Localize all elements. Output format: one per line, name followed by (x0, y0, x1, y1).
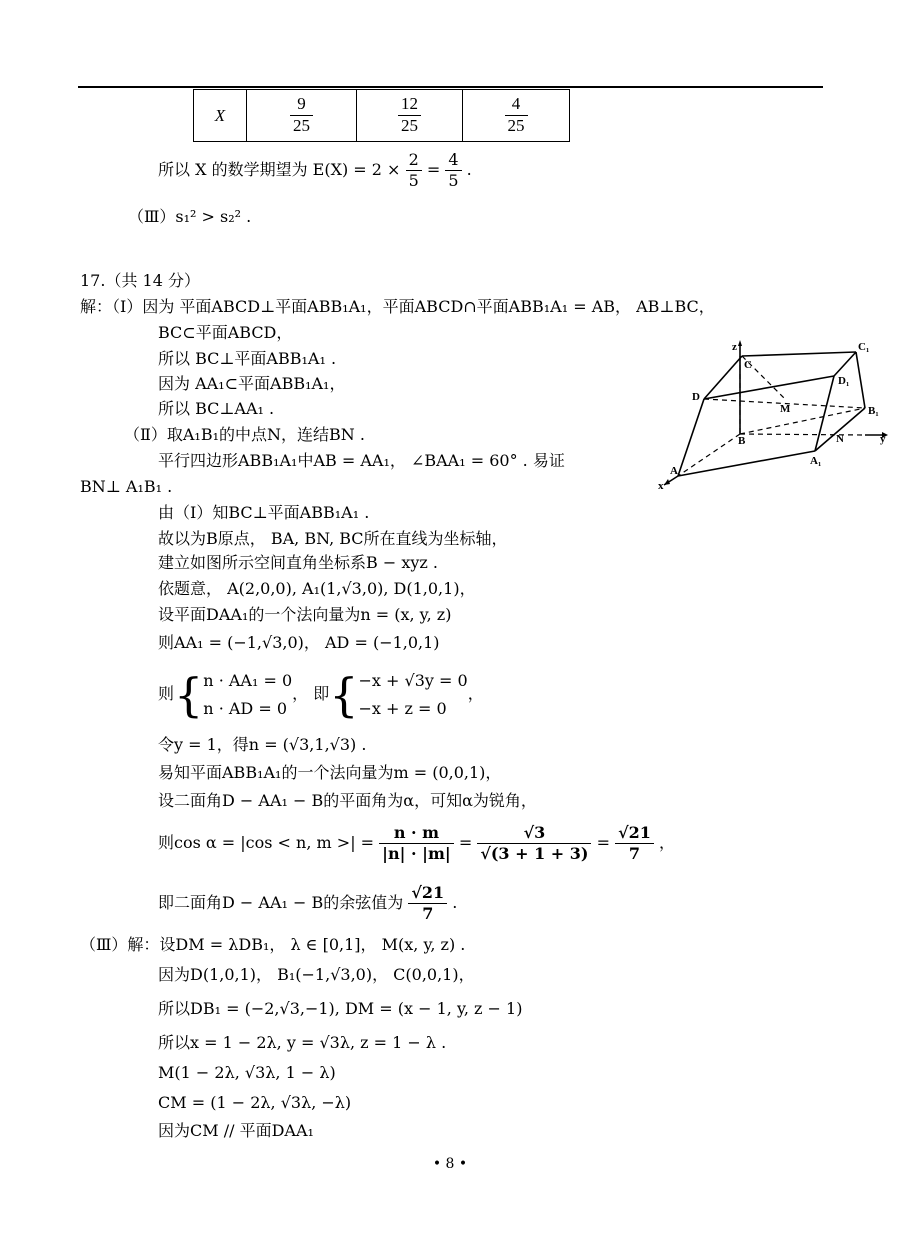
cosine-formula: 则cos α = |cos < n, m >| = $\frac{n \cdot m}{|n| \cdot |m|}$ = $\frac{√3}{√(3 + 1 + 3)}$ = $\frac{√21}{7}$ ， (158, 823, 675, 863)
q17-line: 所以 BC⊥平面ABB₁A₁ . (158, 349, 337, 368)
table-cell: $\frac{12}{25}$ (357, 90, 463, 142)
label-x: x (658, 480, 664, 492)
q17-line: 故以为B原点， BA, BN, BC所在直线为坐标轴， (158, 529, 508, 548)
x-arrow (664, 479, 670, 485)
equation-system: 则{ n · AA₁ = 0 n · AD = 0 ， 即{ −x + √3y = 0 −x + z = 0 ， (158, 667, 484, 722)
label-M: M (780, 403, 791, 415)
q17-line: （Ⅲ）解：设DM = λDB₁， λ ∈ [0,1]， M(x, y, z) . (80, 935, 466, 954)
q17-line: 设二面角D − AA₁ − B的平面角为α，可知α为锐角， (158, 791, 537, 810)
label-A1: A₁ (810, 455, 822, 467)
label-z: z (732, 341, 737, 353)
label-D1: D₁ (838, 375, 850, 387)
edge-D1C1 (834, 352, 856, 376)
q17-line: 解：（Ⅰ）因为 平面ABCD⊥平面ABB₁A₁，平面ABCD∩平面ABB₁A₁ = AB， AB⊥BC， (80, 297, 715, 316)
q17-line: 因为D(1,0,1)， B₁(−1,√3,0)， C(0,0,1)， (158, 965, 475, 984)
q17-line: 所以 BC⊥AA₁ . (158, 399, 275, 418)
label-A: A (670, 465, 678, 477)
q17-line: BC⊂平面ABCD， (158, 323, 293, 342)
q17-line: 因为CM // 平面DAA₁ (158, 1121, 314, 1140)
table-label: X (194, 90, 247, 142)
header-rule (78, 86, 823, 88)
q17-line: 则AA₁ = (−1,√3,0)， AD = (−1,0,1) (158, 633, 440, 652)
q17-line: M(1 − 2λ, √3λ, 1 − λ) (158, 1063, 336, 1082)
label-D: D (692, 391, 700, 403)
table-cell: $\frac{4}{25}$ (463, 90, 570, 142)
q17-line: 令y = 1，得n = (√3,1,√3) . (158, 735, 367, 754)
q17-line: 依题意， A(2,0,0), A₁(1,√3,0), D(1,0,1)， (158, 579, 476, 598)
q17-line: 因为 AA₁⊂平面ABB₁A₁， (158, 374, 346, 393)
q17-line: 平行四边形ABB₁A₁中AB = AA₁， ∠BAA₁ = 60° . 易证 (158, 451, 565, 470)
page-number: • 8 • (432, 1156, 468, 1172)
q17-line: 所以x = 1 − 2λ, y = √3λ, z = 1 − λ . (158, 1033, 447, 1052)
label-C1: C₁ (858, 341, 870, 353)
q17-line: （Ⅱ）取A₁B₁的中点N，连结BN . (124, 425, 365, 444)
q17-line: 易知平面ABB₁A₁的一个法向量为m = (0,0,1)， (158, 763, 502, 782)
edge-DD1 (704, 376, 834, 399)
edge-DA (678, 399, 704, 476)
part3-previous: （Ⅲ）s₁² > s₂² . (128, 207, 252, 226)
q17-line: BN⊥ A₁B₁ . (80, 477, 173, 496)
expectation-line: 所以 X 的数学期望为 E(X) = 2 × $\frac{2}{5}$ = $\frac{4}{5}$ . (158, 150, 472, 190)
label-B1: B₁ (868, 405, 879, 417)
edge-CC1 (742, 352, 856, 356)
q17-line: CM = (1 − 2λ, √3λ, −λ) (158, 1093, 352, 1112)
edge-AA1 (678, 451, 815, 476)
q17-line: 设平面DAA₁的一个法向量为n = (x, y, z) (158, 605, 452, 624)
label-C: C (744, 359, 752, 371)
hidden-BB1 (740, 408, 865, 434)
prism-figure (652, 338, 892, 498)
q17-line: 由（Ⅰ）知BC⊥平面ABB₁A₁ . (158, 503, 370, 522)
q17-header: 17.（共 14 分） (80, 271, 200, 290)
distribution-table (193, 89, 570, 142)
cosine-result: 即二面角D − AA₁ − B的余弦值为 $\frac{√21}{7}$ . (158, 883, 458, 923)
table-cell: $\frac{9}{25}$ (247, 90, 357, 142)
q17-line: 所以DB₁ = (−2,√3,−1), DM = (x − 1, y, z − 1) (158, 999, 523, 1018)
hidden-y-axis (740, 434, 865, 435)
label-B: B (738, 435, 746, 447)
q17-line: 建立如图所示空间直角坐标系B − xyz . (158, 553, 439, 572)
label-N: N (836, 433, 844, 445)
label-y: y (880, 433, 886, 445)
edge-D1A1 (815, 376, 834, 451)
edge-C1B1 (856, 352, 865, 408)
z-arrow (738, 340, 742, 346)
